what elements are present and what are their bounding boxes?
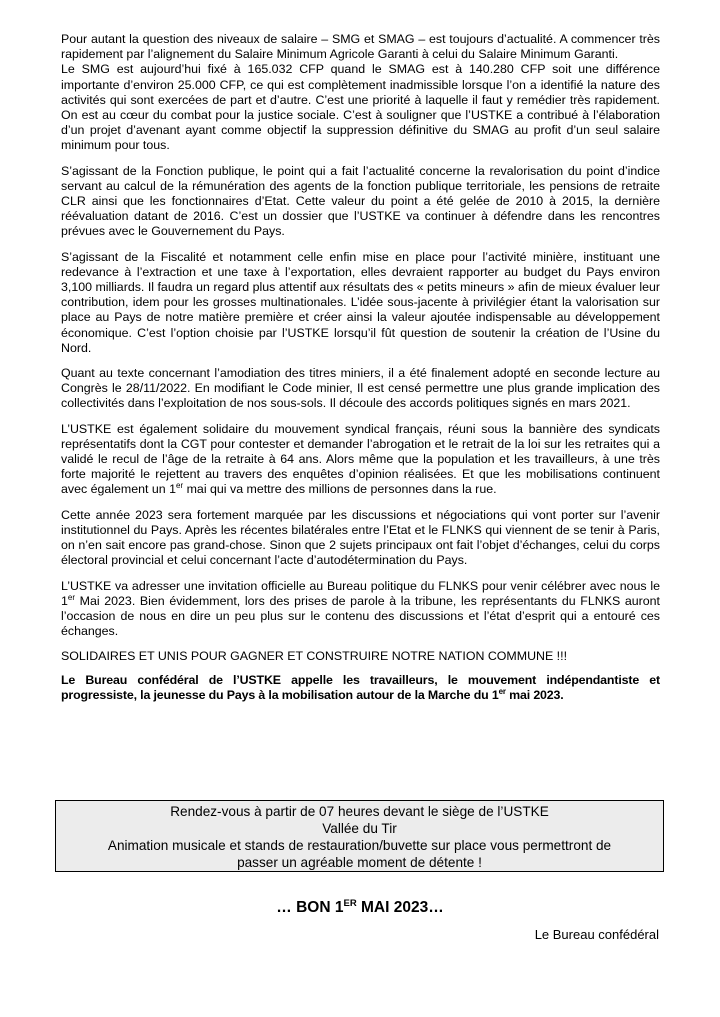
rendezvous-line: Animation musicale et stands de restauration/buvette sur place vous permettront de — [107, 838, 612, 853]
paragraph-mining-code: Quant au texte concernant l’amodiation des titres miniers, il a été finalement adopté en seconde lecture au Congrès le 28/11/2022. En modifiant le Code minier, Il est censé permettre une plus grande implication des collectivités dans l’exploitation de nos sous-sols. Il découle des accords politiques signés en mars 2021. — [61, 366, 660, 411]
paragraph-flnks-invitation — [61, 579, 660, 640]
ordinal-suffix: er — [67, 592, 76, 602]
text-segment: mai 2023. — [505, 687, 564, 702]
text-segment: L’USTKE va adresser une invitation officielle au Bureau politique du FLNKS pour venir célébrer avec nous le 1 — [61, 578, 660, 608]
paragraph-salaries — [61, 32, 660, 154]
ordinal-suffix: ER — [343, 898, 357, 909]
text-segment: MAI 2023… — [356, 899, 444, 916]
paragraph-public-service: S’agissant de la Fonction publique, le point qui a fait l’actualité concerne la revalorisation du point d’indice servant au calcul de la rémunération des agents de la fonction publique territoriale, les pensions de retraite CLR ainsi que les fonctionnaires d’Etat. Cette valeur du point a été gelée de 2010 à 2015, la dernière réévaluation datant de 2016. C’est un dossier que l’USTKE va continuer à défendre dans les rencontres prévues avec le Gouvernement du Pays. — [61, 163, 660, 239]
paragraph-pension-reform — [61, 422, 660, 498]
signature: Le Bureau confédéral — [534, 927, 659, 942]
text-segment: Mai 2023. Bien évidemment, lors des prises de parole à la tribune, les représentants du FLNKS auront l’occasion de nous en dire un peu plus sur le contenu des discussions et l’état d’esprit qui a entouré ces échanges. — [61, 593, 660, 639]
paragraph-institutional-future: Cette année 2023 sera fortement marquée par les discussions et négociations qui vont porter sur l’avenir institutionnel du Pays. Après les récentes bilatérales entre l’Etat et le FLNKS qui viennent de se tenir à Paris, on n’en sait encore pas grand-chose. Sinon que 2 sujets principaux ont fait l’objet d’échanges, celui du corps électoral provincial et celui concernant l’acte d’autodétermination du Pays. — [61, 507, 660, 568]
rendezvous-location: Vallée du Tir — [322, 821, 397, 836]
rendezvous-line: passer un agréable moment de détente ! — [237, 855, 482, 870]
closing-headline — [0, 898, 720, 917]
text-segment: mai qui va mettre des millions de personnes dans la rue. — [183, 482, 497, 497]
paragraph-salaries-intro: Pour autant la question des niveaux de salaire – SMG et SMAG – est toujours d’actualité. A commencer très rapidement par l’alignement du Salaire Minimum Agricole Garanti à celui du Salaire Minimum Garanti. — [61, 32, 660, 62]
text-segment: Le Bureau confédéral de l’USTKE appelle les travailleurs, le mouvement indépendantiste et progressiste, la jeunesse du Pays à la mobilisation autour de la Marche du 1 — [61, 672, 660, 702]
letter-body — [61, 32, 660, 703]
rendezvous-line: Rendez-vous à partir de 07 heures devant le siège de l’USTKE — [170, 804, 549, 819]
ordinal-suffix: er — [176, 481, 184, 491]
text-segment: … BON 1 — [276, 899, 344, 916]
rendezvous-box — [55, 800, 664, 872]
text-segment: L’USTKE est également solidaire du mouvement syndical français, réuni sous la bannière des syndicats représentatifs dont la CGT pour contester et demander l’abrogation et le retrait de la loi sur les retraites qui a validé le recul de l’âge de la retraite à 64 ans. Alors même que la population et les travailleurs, à une très forte majorité le rejettent au travers des enquêtes d’opinion réalisées. Et que les mobilisations continuent avec également un 1 — [61, 421, 660, 497]
mobilisation-call — [61, 673, 660, 703]
ordinal-suffix: er — [498, 686, 506, 696]
slogan: SOLIDAIRES ET UNIS POUR GAGNER ET CONSTRUIRE NOTRE NATION COMMUNE !!! — [61, 649, 568, 664]
paragraph-taxation: S’agissant de la Fiscalité et notamment celle enfin mise en place pour l’activité minière, instituant une redevance à l’extraction et une taxe à l’exportation, elles devraient rapporter au budget du Pays environ 3,100 milliards. Il faudra un regard plus attentif aux résultats des « petits mineurs » afin de mieux évaluer leur contribution, idem pour les grosses multinationales. L’idée sous-jacente à privilégier étant la valorisation sur place au Pays de notre matière première et créer ainsi la valeur ajoutée indispensable au développement économique. C’est l’option choisie par l’USTKE lorsqu’il fût question de soutenir la création de l’Usine du Nord. — [61, 249, 660, 355]
paragraph-salaries-detail: Le SMG est aujourd’hui fixé à 165.032 CFP quand le SMAG est à 140.280 CFP soit une différence importante d’environ 25.000 CFP, ce qui est complètement inadmissible lorsque l’on a identifié la nature des activités qui sont exercées de part et d’autre. C’est une priorité à laquelle il faut y remédier très rapidement. On est au cœur du combat pour la justice sociale. C’est à souligner que l’USTKE a contribué à l’élaboration d’un projet d’avenant ayant comme objectif la suppression définitive du SMAG au profit d’un seul salaire minimum pour tous. — [61, 62, 660, 153]
